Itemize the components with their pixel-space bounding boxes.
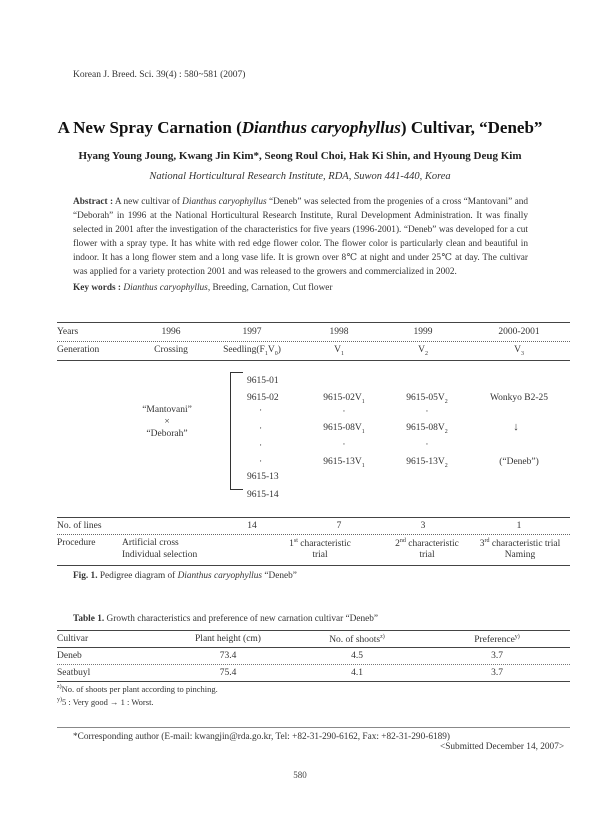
header-plant-height: Plant height (cm) xyxy=(195,634,261,644)
journal-reference: Korean J. Breed. Sci. 39(4) : 580~581 (2007) xyxy=(73,70,246,80)
pedigree-bottom-rule xyxy=(57,565,570,566)
row-deneb-shoots: 4.5 xyxy=(351,651,363,661)
generation-rule xyxy=(57,360,570,361)
v1-9615-08: $9615-08V_1$ xyxy=(323,423,365,435)
v2-9615-05: $9615-05V_2$ xyxy=(406,393,448,405)
seedling-dot-3: · xyxy=(259,441,263,451)
seedling-dot-4: · xyxy=(259,457,263,467)
lines-divider xyxy=(57,534,570,535)
year-1999: 1999 xyxy=(413,327,433,337)
header-shoots-text: No. of shoots xyxy=(329,635,381,646)
parent-deborah: “Deborah” xyxy=(146,429,188,439)
row-deneb-cultivar: Deneb xyxy=(57,651,82,661)
keywords-species: Dianthus caryophyllus xyxy=(123,283,208,293)
procedure-3rd-characteristic: 3rd characteristic trial xyxy=(479,538,561,550)
corresponding-author: *Corresponding author (E-mail: kwangjin@rda.go.kr, Tel: +82-31-290-6162, Fax: +82-31-290-6189) xyxy=(73,732,451,742)
figure-label: Fig. 1. xyxy=(73,571,98,581)
procedure-1st-trial: trial xyxy=(312,550,328,560)
pedigree-top-rule xyxy=(57,322,570,323)
year-1996: 1996 xyxy=(161,327,181,337)
seedling-9615-02: 9615-02 xyxy=(247,393,279,403)
v3-wonkyo: Wonkyo B2-25 xyxy=(489,393,549,403)
author-list: Hyang Young Joung, Kwang Jin Kim*, Seong Roul Choi, Hak Ki Shin, and Hyoung Deug Kim xyxy=(78,150,522,162)
submission-date: <Submitted December 14, 2007> xyxy=(440,742,565,752)
v3-deneb: (“Deneb”) xyxy=(499,457,539,467)
table-label: Table 1. xyxy=(73,614,105,624)
cross-symbol: × xyxy=(164,417,170,427)
keywords-rest: , Breeding, Carnation, Cut flower xyxy=(207,283,333,293)
table-footnote-1: $^{z)}$No. of shoots per plant according to pinching. xyxy=(57,684,218,694)
keywords-label: Key words : xyxy=(73,283,122,293)
generation-crossing: Crossing xyxy=(154,345,188,355)
abstract-label: Abstract : xyxy=(73,197,114,207)
seedling-9615-13: 9615-13 xyxy=(247,472,279,482)
procedure-artificial-cross: Artificial cross xyxy=(122,538,179,548)
title-species: Dianthus caryophyllus xyxy=(241,118,401,137)
procedure-naming: Naming xyxy=(504,550,536,560)
generation-v1: $V_1$ xyxy=(334,345,344,357)
header-shoots: No. of shoots$^{z)}$ xyxy=(329,634,385,646)
keywords xyxy=(73,283,333,293)
years-divider xyxy=(57,341,570,342)
v2-dot-2: · xyxy=(425,440,429,450)
title-prefix: A New Spray Carnation ( xyxy=(57,118,242,137)
lines-1999: 3 xyxy=(420,521,426,531)
lines-1998: 7 xyxy=(336,521,342,531)
years-label: Years xyxy=(57,327,79,337)
row-deneb-height: 73.4 xyxy=(219,651,237,661)
procedure-individual-selection: Individual selection xyxy=(122,550,198,560)
table-caption-text: Growth characteristics and preference of new carnation cultivar “Deneb” xyxy=(104,614,379,624)
generation-label: Generation xyxy=(57,345,100,355)
generation-seedling: $Seedling(F_1V_0)$ xyxy=(223,345,281,357)
parent-mantovani: “Mantovani” xyxy=(142,405,192,415)
abstract-text-1: A new cultivar of xyxy=(113,197,183,207)
row-seatbuyl-cultivar: Seatbuyl xyxy=(57,668,91,678)
v2-dot-1: · xyxy=(425,407,429,417)
page-number: 580 xyxy=(293,770,307,780)
row-seatbuyl-preference: 3.7 xyxy=(491,668,503,678)
procedure-2nd-trial: trial xyxy=(419,550,435,560)
lines-2000: 1 xyxy=(516,521,522,531)
table-footnote-2-text: 5 : Very good → 1 : Worst. xyxy=(62,697,154,707)
header-preference-text: Preference xyxy=(474,635,515,646)
table-footnote-1-text: No. of shoots per plant according to pinching. xyxy=(61,684,218,694)
figure-text: Pedigree diagram of xyxy=(97,571,178,581)
seedling-9615-14: 9615-14 xyxy=(247,490,279,500)
figure-caption xyxy=(73,571,297,581)
table-footnote-2: $^{y)}$5 : Very good → 1 : Worst. xyxy=(57,697,154,707)
title-suffix: ) Cultivar, “Deneb” xyxy=(400,118,543,137)
table-header-rule xyxy=(57,647,570,648)
affiliation: National Horticultural Research Institute, RDA, Suwon 441-440, Korea xyxy=(149,171,451,182)
procedure-2nd-characteristic: 2nd characteristic xyxy=(395,538,459,550)
paper-title xyxy=(0,118,600,138)
figure-species: Dianthus caryophyllus xyxy=(177,571,263,581)
arrow-down-icon: ↓ xyxy=(513,421,519,433)
procedure-label: Procedure xyxy=(57,538,96,548)
generation-v2: $V_2$ xyxy=(418,345,428,357)
abstract-species: Dianthus caryophyllus xyxy=(182,197,267,207)
seedling-bracket xyxy=(230,372,243,490)
procedure-1st-characteristic: 1st characteristic xyxy=(289,538,351,550)
row-deneb-preference: 3.7 xyxy=(491,651,503,661)
v1-9615-02: $9615-02V_1$ xyxy=(323,393,365,405)
seedling-9615-01: 9615-01 xyxy=(247,376,279,386)
year-1997: 1997 xyxy=(242,327,262,337)
table-caption xyxy=(73,614,378,624)
v2-9615-08: $9615-08V_2$ xyxy=(406,423,448,435)
table-top-rule xyxy=(57,630,570,631)
table-bottom-rule xyxy=(57,681,570,682)
header-preference: Preference$^{y)}$ xyxy=(474,634,520,646)
row-seatbuyl-height: 75.4 xyxy=(219,668,237,678)
figure-end: “Deneb” xyxy=(262,571,297,581)
v1-dot-1: · xyxy=(342,407,346,417)
row-seatbuyl-shoots: 4.1 xyxy=(351,668,363,678)
header-cultivar: Cultivar xyxy=(57,634,89,644)
footer-rule xyxy=(57,727,570,728)
seedling-dot-2: · xyxy=(259,424,263,434)
abstract xyxy=(73,196,528,279)
abstract-text-2: “Deneb” was selected from the progenies of a cross “Mantovani” and “Deborah” in 1996 at the National Horticultural Research Institute, Rural Development Administration. It was finally selected in 2001 after the investigation of the characteristics for five years (1996-2001). “Deneb” was developed for a cut flower with a spray type. It has white with red edge flower color. The flower color is particularly clean and beautiful in indoor. It has a long flower stem and a long vase life. It is grown over 8℃ at night and under 25℃ at day. The cultivar was applied for a variety protection 2001 and was released to the growers and commercialized in 2002. xyxy=(73,197,528,277)
year-1998: 1998 xyxy=(329,327,349,337)
lines-label: No. of lines xyxy=(57,521,102,531)
v1-9615-13: $9615-13V_1$ xyxy=(323,457,365,469)
year-2000-2001: 2000-2001 xyxy=(498,327,540,337)
generation-v3: $V_3$ xyxy=(514,345,524,357)
v2-9615-13: $9615-13V_2$ xyxy=(406,457,448,469)
v1-dot-2: · xyxy=(342,440,346,450)
lines-top-rule xyxy=(57,517,570,518)
table-row-divider xyxy=(57,664,570,665)
lines-1997: 14 xyxy=(247,521,257,531)
seedling-dot-1: · xyxy=(259,406,263,416)
